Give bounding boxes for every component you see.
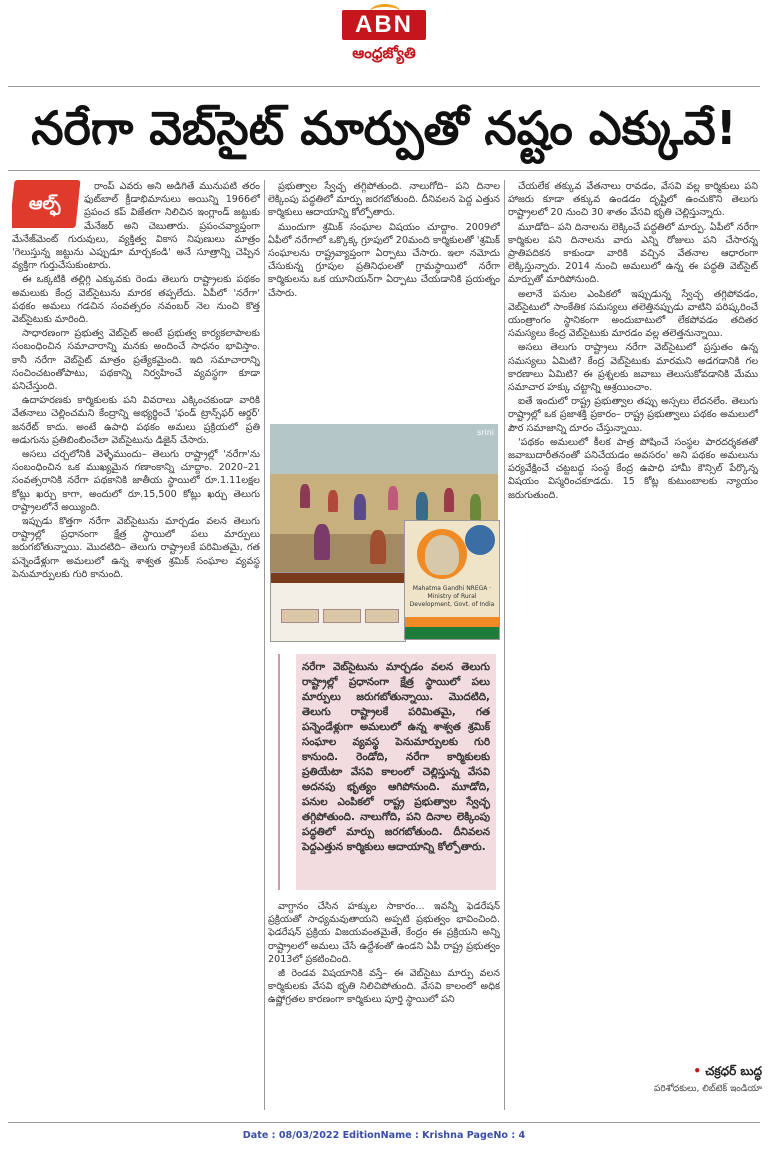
photo-credit: srini [477,428,494,437]
nrega-logo-image [404,520,500,640]
website-header-bar [271,573,405,583]
gandhi-portrait-icon [425,535,459,575]
paragraph: జీ రెండవ విషయానికి వస్తే– ఈ వెబ్‌సైటు మార్పు వలన కార్మికులకు వేసవి భృతి నిలిచిపోతుంది. వేసవి కాలంలో అధిక ఉష్ణోగ్రతల కారణంగా కార్మికులు పూర్తి స్థాయిలో పని [268,968,500,1006]
column-divider-1 [264,180,265,1110]
footer-divider [8,1122,760,1123]
worker-figure [300,484,310,508]
logo-subtitle: ఆంధ్రజ్యోతి [352,44,416,62]
article-headline: నరేగా వెబ్‌సైట్‌ మార్పుతో నష్టం ఎక్కువే! [31,101,737,155]
worker-figure [354,494,366,520]
headline-divider [8,170,760,171]
author-name: చక్రధర్‌ బుద్ధ [705,1064,762,1078]
logo-stripe-orange [405,617,499,627]
worker-figure [444,488,454,512]
worker-figure [416,492,428,520]
paragraph: అసలు తెలుగు రాష్ట్రాలు నరేగా వెబ్‌సైటులో ప్రస్తుతం ఉన్న సమస్యలు ఏమిటి? కేంద్ర వెబ్‌సైటుకు మారమని అడగడానికి గల కారణాలు ఏమిటి? ఈ ప్రశ్నలకు జవాబు తెలుసుకోవడానికి మేము సమాచార హక్కు చట్టాన్ని ఆశ్రయించాం. [508,342,758,394]
top-divider [8,86,760,87]
paragraph: ఈ ఒక్కటికి తల్లిగ్గి ఎక్కువకు రెండు తెలుగు రాష్ట్రాలకు పథకం అమలుకు కేంద్ర వెబ్‌సైటును మారక తప్పలేదు. ఏపీలో 'నరేగా' పథకం అమలు గడచిన సంవత్సరం నవంబర్‌ నెల నుంచి కొత్త వెబ్‌సైటుకు మారింది. [12,274,260,326]
nrega-website-screenshot [270,572,406,642]
paragraph: అలానే పనుల ఎంపికలో ఇప్పుడున్న స్వేచ్ఛ తగ్గిపోవడం, వెబ్‌సైటులో సాంకేతిక సమస్యలు తలెత్తినప్పుడు వాటిని పరిష్కరించే యంత్రాంగం స్థానికంగా అందుబాటులో లేకపోవడం తదితర సమస్యలు కేంద్ర వెబ్‌సైటుకు మారడం వల్ల తలెత్తనున్నాయి. [508,288,758,340]
worker-figure [370,530,386,564]
worker-figure [314,524,330,560]
paragraph: అసలు చర్చలోనికి వెళ్ళేముందు– తెలుగు రాష్ట్రాల్లో 'నరేగా'ను సంబంధించిన ఒక ముఖ్యమైన గణాంకాన్ని చూద్దాం. 2020–21 సంవత్సరానికి నరేగా పథకానికి జాతీయ స్థాయిలో రూ.1.11లక్షల కోట్లు ఖర్చు కాగా, అందులో రూ.15,500 కోట్లు ఖర్చు తెలుగు రాష్ట్రాలలోనే అయ్యింది. [12,449,260,513]
logo-stripe-green [405,627,499,639]
paragraph: వాగ్దానం చేసిన హక్కుల సాకారం... ఇవన్నీ ఫెడరేషన్‌ ప్రక్రియతో సాధ్యమవుతాయని అప్పటి ప్రభుత్వం భావించింది. ఫెడరేషన్‌ ప్రక్రియ విజయవంతమైతే, కేంద్రం ఈ ప్రక్రియని అన్ని రాష్ట్రాలలో అమలు చేసే ఉద్దేశంతో ఉండని ఏపీ రాష్ట్ర ప్రభుత్వం 2013లో ప్రకటించింది. [268,901,500,965]
paragraph: ఉదాహరణకు కార్మికులకు పని వివరాలు ఎక్కించకుండా వారికి వేతనాలు చెల్లించమని కేంద్రాన్ని అభ్యర్థించే 'ఫండ్‌ ట్రాన్స్‌ఫర్‌ ఆర్డర్‌' జనరేట్‌ కాదు. అంటే ఉపాధి పథకం అమలు ప్రక్రియలో ప్రతి అడుగును ప్రతిబింబించేలా వెబ్‌సైటును డిజైన్‌ చేసారు. [12,395,260,446]
website-button [281,609,319,623]
paragraph: 'పథకం అమలులో కీలక పాత్ర పోషించే సంస్థల పారదర్శకతతో జవాబుదారీతనంతో పనిచేయడం అవసరం' అని పథకం అమలును పర్యవేక్షించే చట్టబద్ధ సంస్థ కేంద్ర ఉపాధి హామీ కౌన్సిల్‌ పేర్కొన్న విషయం విస్మరించకూడదు. 15 కోట్ల కుటుంబాలకు న్యాయం జరుగుతుంది. [508,436,758,501]
paragraph: చేయలేక తక్కువ వేతనాలు రావడం, వేసవి వల్ల కార్మికులు పని హాజరు కూడా తక్కువ ఉండడం దృష్టిలో ఉంచుకొని తెలుగు రాష్ట్రాలలో 20 నుంచి 30 శాతం వేసవి భృతి చెల్లిస్తున్నారు. [508,181,758,219]
alf-badge: ఆల్ఫ్‌ [12,180,81,228]
paragraph: ప్రభుత్వాల స్వేచ్ఛ తగ్గిపోతుంది. నాలుగోది– పని దినాల లెక్కింపు పద్ధతిలో మార్పు జరగబోతుంది. దీనివలన పెద్ద ఎత్తున కార్మికులు ఆదాయాన్ని కోల్పోతారు. [268,181,500,219]
article-column-1 [12,180,260,1110]
nrega-caption: Mahatma Gandhi NREGA · Ministry of Rural Development, Govt. of India [409,585,495,608]
emblem-icon [465,525,495,555]
pullquote-ornament [278,654,292,890]
author-byline [626,1064,762,1081]
worker-figure [470,494,481,520]
paragraph: రాంప్‌ ఎవరు అని అడిగితే మునుపటి తరం ఫుట్‌బాల్‌ క్రీడాభిమానులు అయిన్ని 1966లో ప్రపంచ కప్‌ విజేతగా నిలిచిన ఇంగ్లాండ్‌ జట్టుకు మేనేజర్‌ అని చెబుతారు. ప్రపంచవ్యాప్తంగా మేనేజ్‌మెంట్‌ గురువులు, వ్యక్తిత్వ వికాస నిపుణులు మాత్రం 'గెలుస్తున్న జట్టును ఎప్పుడూ మార్చకండి' అనే సూత్రాన్ని చెప్పిన వ్యక్తిగా గుర్తుచేసుకుంటారు. [12,181,260,272]
website-button [323,609,361,623]
paragraph: ఇప్పుడు కొత్తగా నరేగా వెబ్‌సైటును మార్చడం వలన తెలుగు రాష్ట్రాల్లో ప్రధానంగా క్షేత్ర స్థాయిలో పలు మార్పులు జరుగబోతున్నాయి. మొదటిది– తెలుగు రాష్ట్రాలకే పరిమితమై, గత పన్నెండేళ్లుగా అమలులో ఉన్న శాశ్వత శ్రమిక్‌ సంఘాల వ్యవస్థ పెనుమార్పులకు గురి కానుంది. [12,516,260,580]
website-button [365,609,399,623]
abn-logo[interactable] [336,4,432,82]
article-column-2-continued [268,900,500,1100]
masthead [0,0,768,86]
article-column-3 [508,180,758,1060]
byline-bullet-icon: • [693,1064,706,1078]
edition-footer: Date : 08/03/2022 EditionName : Krishna PageNo : 4 [242,1130,526,1141]
photo-sky [270,424,498,474]
article-column-2 [268,180,500,420]
author-role: పరిశోధకులు, లిబ్‌టెక్‌ ఇండియా [653,1084,762,1094]
pull-quote: నరేగా వెబ్‌సైటును మార్చడం వలన తెలుగు రాష్ట్రాల్లో ప్రధానంగా క్షేత్ర స్థాయిలో పలు మార్పులు జరుగబోతున్నాయి. మొదటిది, తెలుగు రాష్ట్రాలకే పరిమితమై, గత పన్నెండేళ్లుగా అమలులో ఉన్న శాశ్వత శ్రమిక్‌ సంఘాల వ్యవస్థ పెనుమార్పులకు గురి కానుంది. రెండోది, నరేగా కార్మికులకు ప్రతియేటా వేసవి కాలంలో చెల్లిస్తున్న వేసవి అదనపు భృత్యం ఆగిపోనుంది. మూడోది, పనుల ఎంపికలో రాష్ట్ర ప్రభుత్వాల స్వేచ్ఛ తగ్గిపోతుంది. నాలుగోది, పని దినాల లెక్కింపు పద్ధతిలో మార్పు జరగబోతుంది. దీనివలన పెద్దఎత్తున కార్మికులు ఆదాయాన్ని కోల్పోతారు. [296,654,496,890]
column-divider-2 [504,180,505,1110]
logo-text: ABN [355,11,413,38]
paragraph: సాధారణంగా ప్రభుత్వ వెబ్‌సైట్‌ అంటే ప్రభుత్వ కార్యకలాపాలకు సంబంధించిన సమాచారాన్ని మనకు అందించే సాధనం భావిస్తాం. కానీ నరేగా వెబ్‌సైట్‌ మాత్రం ప్రత్యేకమైంది. ఇది సమాచారాన్ని సంచించటంతోపాటు, పథకాన్ని నిర్వహించే వ్యవస్థగా కూడా పనిచేస్తుంది. [12,328,260,393]
paragraph: ముందుగా శ్రమిక్‌ సంఘాల విషయం చూద్దాం. 2009లో ఏపీలో నరేగాలో ఒక్కొక్క గ్రూపులో 20మంది కార్మికులతో 'శ్రమిక్‌ సంఘాలను రాష్ట్రవ్యాప్తంగా ఏర్పాటు చేసారు. ఇలా నమోదు చేసుకున్న గ్రూపుల ప్రతినిధులతో గ్రామస్థాయిలో నరేగా కార్మికులను ఒక యూనియన్‌గా ఏర్పాటు చేయడానికి ప్రయత్నం చేసారు. [268,221,500,299]
paragraph: మూడోది– పని దినాలను లెక్కించే పద్ధతిలో మార్పు. ఏపీలో నరేగా కార్మికుల పని దినాలను వారు ఎన్ని రోజులు పని చేసారన్న ప్రాతిపదికన కాకుండా వారికి వచ్చిన వేతనాల ఆధారంగా లెక్కిస్తున్నారు. 2014 నుంచి అమలులో ఉన్న ఈ పద్ధతి వెబ్‌సైట్‌ మార్పుతో మారిపోనుంది. [508,221,758,286]
paragraph: ఐతే ఇందులో రాష్ట్ర ప్రభుత్వాల తప్పు అస్సలు లేదనలేం. తెలుగు రాష్ట్రాల్లో ఒక ప్రజాశక్తి ప్రకారం– రాష్ట్ర ప్రభుత్వాలు పథకం అమలులో పౌర సమాజాన్ని దూరం చేస్తున్నాయి. [508,396,758,434]
worker-figure [328,490,338,512]
worker-figure [388,486,398,510]
